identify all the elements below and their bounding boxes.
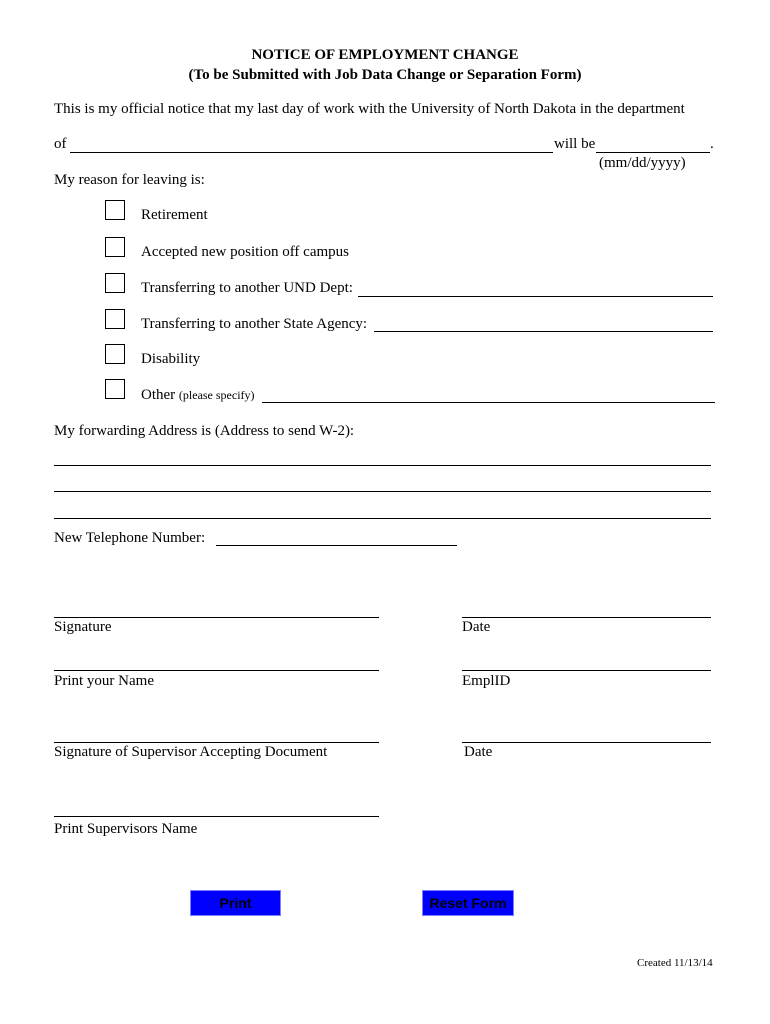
emplid-label: EmplID: [462, 673, 511, 689]
other-checkbox[interactable]: [105, 379, 125, 399]
retirement-checkbox[interactable]: [105, 200, 125, 220]
will-be-label: will be: [554, 136, 596, 152]
state-agency-field[interactable]: [374, 315, 713, 332]
other-note: (please specify): [178, 388, 255, 402]
address-line-2[interactable]: [54, 475, 711, 492]
phone-label: New Telephone Number:: [54, 530, 206, 546]
page-subtitle: (To be Submitted with Job Data Change or Separation Form): [188, 67, 582, 83]
reset-form-button[interactable]: Reset Form: [422, 890, 514, 916]
date-field-2[interactable]: [462, 726, 711, 743]
state-agency-checkbox[interactable]: [105, 309, 125, 329]
disability-label: Disability: [141, 351, 201, 367]
signature-field[interactable]: [54, 601, 379, 618]
period: .: [710, 136, 714, 152]
last-day-date-field[interactable]: [596, 136, 710, 153]
print-supervisor-label: Print Supervisors Name: [54, 821, 198, 837]
other-label: [141, 387, 255, 404]
emplid-field[interactable]: [462, 654, 711, 671]
reason-label: My reason for leaving is:: [54, 172, 205, 188]
und-transfer-checkbox[interactable]: [105, 273, 125, 293]
print-supervisor-field[interactable]: [54, 800, 379, 817]
address-line-1[interactable]: [54, 449, 711, 466]
supervisor-signature-field[interactable]: [54, 726, 379, 743]
intro-text: This is my official notice that my last day of work with the University of North Dakota in the department: [54, 101, 685, 117]
supervisor-signature-label: Signature of Supervisor Accepting Document: [54, 744, 328, 760]
date-field-1[interactable]: [462, 601, 711, 618]
disability-checkbox[interactable]: [105, 344, 125, 364]
retirement-label: Retirement: [141, 207, 208, 223]
department-field[interactable]: [70, 136, 553, 153]
new-position-label: Accepted new position off campus: [141, 244, 350, 260]
print-name-label: Print your Name: [54, 673, 154, 689]
other-specify-field[interactable]: [262, 386, 715, 403]
address-label: My forwarding Address is (Address to send W-2):: [54, 423, 355, 439]
page-title: NOTICE OF EMPLOYMENT CHANGE: [251, 47, 519, 63]
state-agency-label: Transferring to another State Agency:: [141, 316, 368, 332]
print-name-field[interactable]: [54, 654, 379, 671]
new-position-checkbox[interactable]: [105, 237, 125, 257]
other-label-text: Other: [141, 387, 176, 403]
date-label-1: Date: [462, 619, 491, 635]
date-format-hint: (mm/dd/yyyy): [599, 155, 686, 171]
und-dept-field[interactable]: [358, 280, 713, 297]
phone-field[interactable]: [216, 529, 457, 546]
und-transfer-label: Transferring to another UND Dept:: [141, 280, 353, 296]
signature-label: Signature: [54, 619, 112, 635]
print-button[interactable]: Print: [190, 890, 281, 916]
address-line-3[interactable]: [54, 502, 711, 519]
created-date: Created 11/13/14: [637, 957, 713, 969]
of-label: of: [54, 136, 67, 152]
date-label-2: Date: [464, 744, 493, 760]
